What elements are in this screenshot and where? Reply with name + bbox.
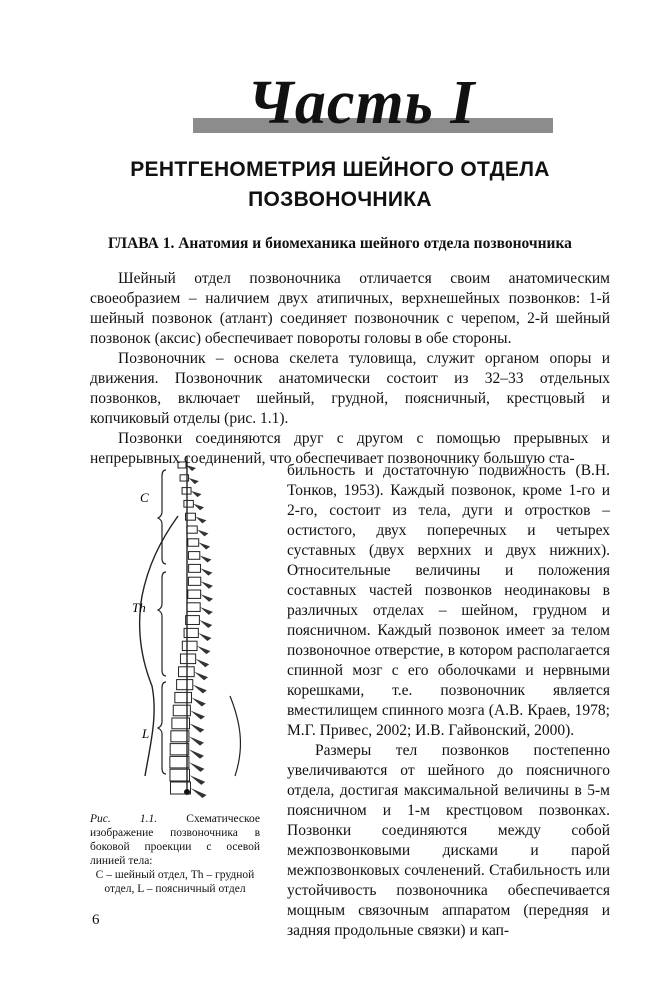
spinous-process [197, 646, 210, 654]
spinous-process [189, 736, 204, 745]
vertebra [178, 462, 186, 468]
spinous-process [201, 581, 213, 588]
spinous-process [201, 594, 213, 602]
spinous-process [196, 659, 210, 667]
paragraph-3: Позвонки соединяются друг с другом с помощью прерывных и непрерывных соединений, что обеспечивает позвоночнику большую ста- [90, 430, 610, 467]
figure-label-th: Th [132, 600, 146, 615]
spinous-process [199, 543, 210, 550]
spinous-process [191, 698, 205, 707]
chapter-title: ГЛАВА 1. Анатомия и биомеханика шейного отдела позвоночника [108, 235, 572, 252]
vertebra [180, 654, 195, 664]
figure-caption [90, 812, 260, 896]
spine-illustration [90, 446, 280, 806]
spine-figure [90, 446, 280, 806]
vertebra [187, 603, 200, 612]
spinous-process [189, 762, 205, 772]
vertebra [188, 552, 199, 560]
spinous-process [193, 504, 204, 510]
vertebra [175, 692, 192, 702]
spinous-process [200, 607, 213, 615]
vertebra [187, 526, 197, 533]
vertebra [170, 744, 189, 755]
vertebra [189, 564, 201, 572]
vertebra [188, 539, 199, 546]
figure-label-l: L [142, 726, 150, 741]
vertebra [186, 616, 200, 625]
section-title-line-2: ПОЗВОНОЧНИКА [248, 188, 432, 211]
spinous-process [200, 555, 212, 562]
paragraph-4: Размеры тел позвонков постепенно увеличиваются от шейного до поясничного отдела, достигая максимальной величины в 5-м поясничном и 1-м крестцовом позвонках. Позвонки соединяются между собой межпозвонковыми дисками и парой межпозвонковых сочленений. Стабильность или устойчивость позвоночника обеспечивается мощным связочным аппаратом (передняя и задняя продольные связки) и кап- [287, 742, 610, 939]
spinous-process [189, 723, 204, 732]
spinous-process [190, 710, 205, 719]
part-title: Часть I [247, 69, 476, 137]
spinous-process [200, 568, 212, 575]
spinous-process [194, 672, 208, 681]
main-text-block [90, 269, 610, 469]
caption-body: Схематическое изображение позвоночника в боковой проекции с осевой линией тела: [90, 813, 260, 867]
spinous-process [198, 633, 211, 641]
spinous-process [190, 775, 206, 785]
vertebrae-group [170, 462, 213, 798]
paragraph-2: Позвоночник – основа скелета туловища, служит органом опоры и движения. Позвоночник анатомически состоит из 32–33 отдельных позвонков, включает шейный, грудной, поясничный, крестцовый и копчиковый отделы (рис. 1.1). [90, 350, 610, 427]
vertebra [177, 680, 193, 690]
vertebra [184, 628, 198, 637]
vertebra [173, 705, 190, 716]
section-title-line-1: РЕНТГЕНОМЕТРИЯ ШЕЙНОГО ОТДЕЛА [130, 158, 550, 181]
figure-label-c: C [140, 490, 149, 505]
vertebra [171, 731, 189, 742]
wrapped-text-block [287, 461, 610, 941]
spinous-process [189, 749, 204, 759]
vertebra [188, 590, 201, 598]
section-title [60, 155, 620, 215]
vertebra [170, 756, 189, 768]
paragraph-3-continuation: бильность и достаточную подвижность (В.Н. Тонков, 1953). Каждый позвонок, кроме 1-го и 2-го, состоит из тела, дуги и отростков – остистого, двух поперечных и четырех суставных (двух верхних и двух нижних). Относительные величины и положения составных частей позвонков неодинаковы в различных отделах – шейном, грудном и поясничном. Каждый позвонок имеет за телом позвоночное отверстие, в котором располагается спинной мозг с его оболочками и нервными корешками, т.е. позвоночник является вместилищем спинного мозга (А.В. Краев, 1978; М.Г. Привес, 2002; И.В. Гайвонский, 2000). [287, 462, 610, 739]
spinous-process [195, 517, 206, 524]
spinous-process [191, 491, 201, 497]
caption-legend: C – шейный отдел, Th – грудной отдел, L – поясничный отдел [95, 869, 255, 895]
vertebra [184, 500, 193, 507]
spinous-process [193, 685, 207, 694]
caption-head: Рис. 1.1. [90, 813, 158, 825]
page-number: 6 [92, 912, 100, 928]
spinous-process [189, 478, 199, 484]
spinous-process [190, 788, 206, 798]
vertebra [188, 577, 200, 585]
spinous-process [197, 530, 208, 537]
paragraph-1: Шейный отдел позвоночника отличается своим анатомическим своеобразием – наличием двух атипичных, верхнешейных позвонков: 1-й шейный позвонок (атлант) соединяет позвоночник с черепом, 2-й шейный позвонок (аксис) обеспечивает повороты головы в обе стороны. [90, 270, 610, 347]
spinous-process [199, 620, 212, 628]
vertebra [182, 641, 197, 650]
